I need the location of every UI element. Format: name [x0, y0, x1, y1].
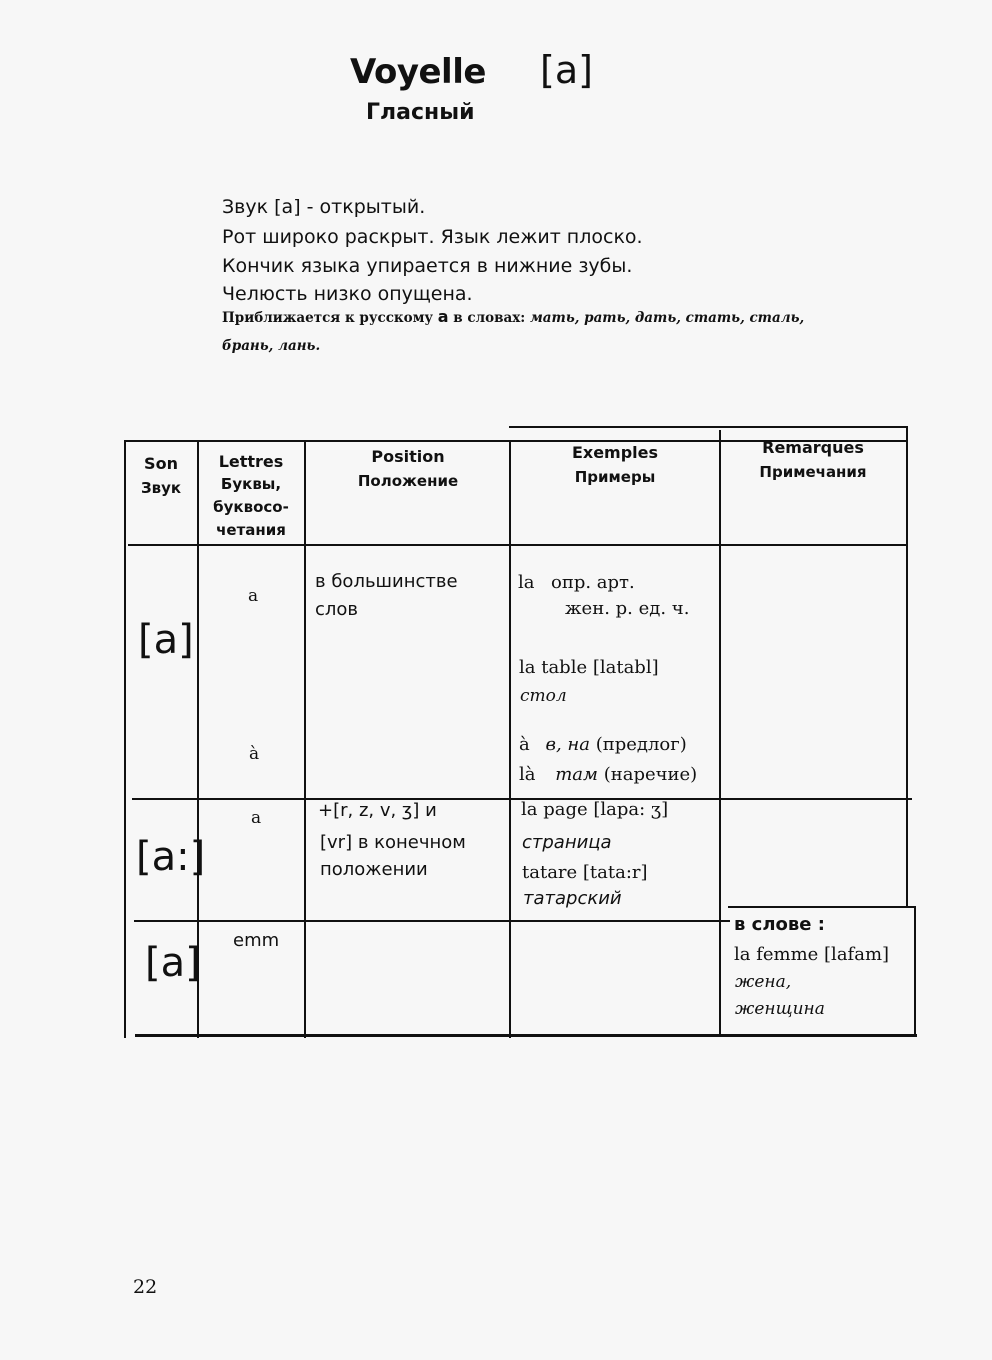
- header-remarques: [722, 436, 904, 484]
- header-lettres-fr: Lettres: [218, 452, 284, 471]
- row1-example-2-fr: la table [latabl]: [519, 657, 659, 678]
- table-bottom-rule: [135, 1034, 917, 1037]
- row1-example-2-ru: стол: [520, 686, 567, 706]
- row2-position-1: +[r, z, v, ʒ] и: [318, 800, 437, 821]
- row2-example-2-fr: tatare [tata:r]: [522, 862, 648, 883]
- title-symbol: [a]: [540, 48, 593, 92]
- table-right-rule-lower: [914, 906, 916, 1037]
- page-number: 22: [133, 1276, 158, 1298]
- row1-letter-1: a: [248, 586, 259, 606]
- row1-example-4: [519, 764, 697, 785]
- row1-example-1-word: la: [518, 572, 535, 593]
- row3-remark-4: женщина: [735, 999, 825, 1019]
- intro-line-6: брань, лань.: [222, 338, 321, 354]
- row2-example-1-ru: страница: [522, 832, 612, 853]
- title-word: Voyelle: [350, 52, 486, 92]
- header-exemples-ru: Примеры: [574, 468, 656, 486]
- row3-remark-3: жена,: [735, 972, 792, 992]
- header-lettres-ru-1: Буквы,: [220, 475, 282, 493]
- table-col3-rule: [509, 440, 511, 1038]
- row3-sound: [a]: [145, 940, 201, 986]
- table-header-rule: [128, 544, 908, 546]
- row1-example-3-word: à: [519, 734, 530, 755]
- row3-remark-2: la femme [lafam]: [734, 944, 890, 965]
- header-son-ru: Звук: [140, 479, 182, 497]
- row1-example-4-note: (наречие): [603, 764, 698, 785]
- intro-line-5: [222, 307, 804, 326]
- header-remarques-ru: Примечания: [759, 463, 867, 481]
- header-lettres-ru-3: четания: [216, 521, 286, 539]
- table-row2-rule-right: [728, 906, 916, 908]
- header-exemples-fr: Exemples: [571, 443, 659, 462]
- row2-letter: a: [251, 808, 262, 828]
- header-position: [308, 445, 508, 493]
- row2-sound: [a:]: [136, 834, 206, 880]
- row1-example-1-note-1: опр. арт.: [551, 572, 635, 593]
- table-row2-rule-left: [134, 920, 730, 922]
- row1-example-1-note-2: жен. р. ед. ч.: [565, 598, 690, 619]
- header-son: [128, 452, 194, 500]
- table-top-rule-upper: [509, 426, 907, 428]
- row3-remark-1: в слове :: [734, 914, 825, 935]
- intro-line-5-mid: в словах:: [448, 310, 530, 326]
- table-left-rule: [124, 440, 126, 1038]
- intro-line-5-letter: а: [437, 307, 449, 326]
- row1-example-3: [519, 734, 687, 755]
- intro-line-4: Челюсть низко опущена.: [222, 283, 473, 305]
- header-position-fr: Position: [371, 447, 445, 466]
- row2-example-2-ru: татарский: [523, 888, 622, 909]
- intro-line-1: Звук [a] - открытый.: [222, 196, 426, 218]
- row1-example-3-translation: в, на: [545, 734, 590, 755]
- row1-letter-2: à: [249, 744, 260, 764]
- row1-position-2: слов: [315, 599, 359, 620]
- intro-line-3: Кончик языка упирается в нижние зубы.: [222, 255, 633, 277]
- header-lettres: [201, 450, 301, 542]
- row2-example-1-fr: la page [lapa: ʒ]: [521, 799, 669, 820]
- intro-line-5-prefix: Приближается к русскому: [222, 310, 438, 326]
- row2-position-3: положении: [320, 859, 428, 880]
- intro-line-5-words: мать, рать, дать, стать, сталь,: [529, 310, 805, 326]
- row1-example-3-note: (предлог): [595, 734, 687, 755]
- row1-position-1: в большинстве: [315, 571, 458, 592]
- table-right-rule-upper: [906, 426, 908, 908]
- table-col2-rule: [304, 440, 306, 1038]
- header-exemples: [513, 441, 717, 489]
- row1-example-4-word: là: [519, 764, 536, 785]
- table-col4-rule: [719, 430, 721, 1037]
- header-remarques-fr: Remarques: [762, 438, 864, 457]
- intro-line-2: Рот широко раскрыт. Язык лежит плоско.: [222, 226, 643, 248]
- header-position-ru: Положение: [357, 472, 459, 490]
- row3-letter: emm: [233, 930, 280, 951]
- row2-position-2: [vr] в конечном: [320, 832, 466, 853]
- row1-example-4-translation: там: [555, 764, 598, 785]
- page-subtitle: Гласный: [366, 100, 475, 125]
- header-lettres-ru-2: буквосо-: [213, 498, 289, 516]
- header-son-fr: Son: [144, 454, 178, 473]
- row1-sound: [a]: [138, 617, 194, 663]
